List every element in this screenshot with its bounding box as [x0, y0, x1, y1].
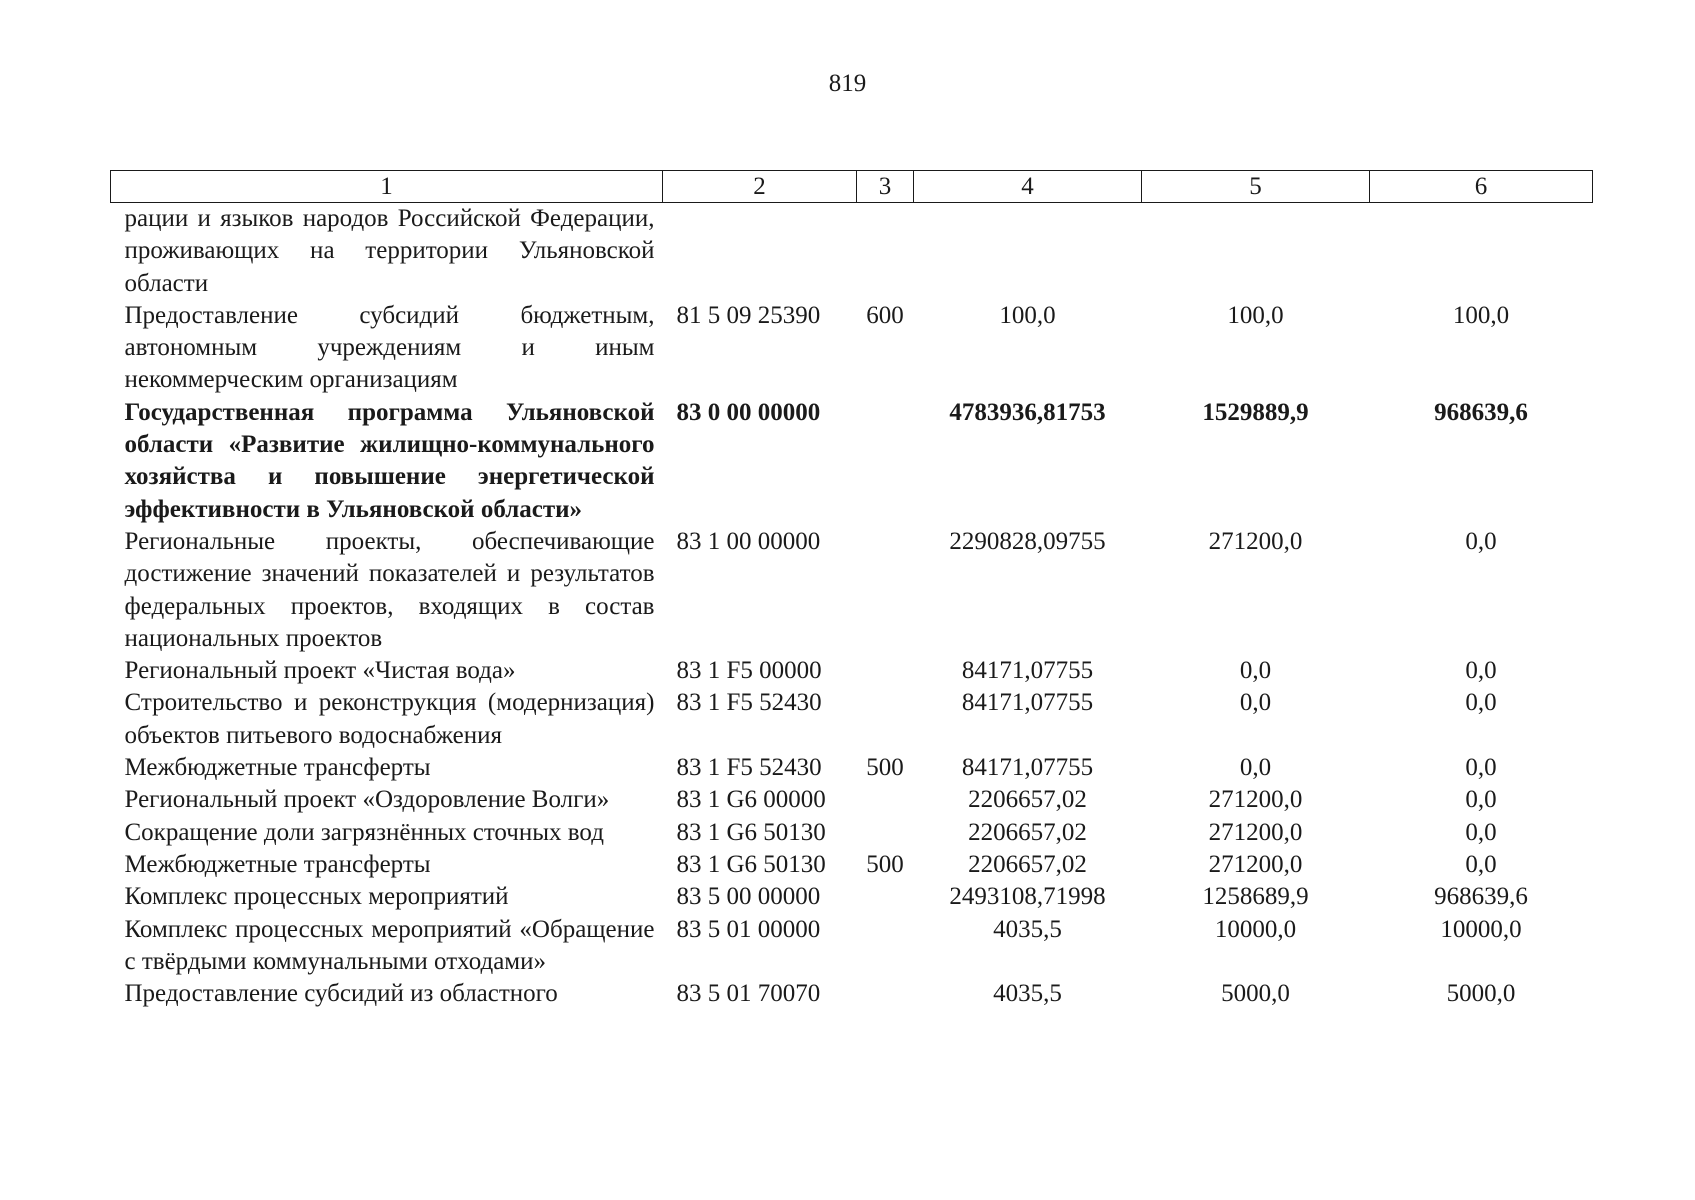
row-value-col4: 2493108,71998 — [949, 883, 1106, 911]
row-name: Предоставление субсидий бюджетным, автономным учреждениям и иным некоммерческим организациям — [124, 301, 655, 394]
row-expense-type — [857, 655, 914, 687]
row-value-col4: 84171,07755 — [961, 689, 1094, 717]
row-name: Строительство и реконструкция (модернизация) объектов питьевого водоснабжения — [124, 689, 655, 749]
header-col-4: 4 — [914, 171, 1142, 203]
row-expense-type: 600 — [866, 301, 904, 329]
table-row — [111, 397, 1593, 526]
table-row — [111, 203, 1593, 300]
row-name: Предоставление субсидий из областного — [124, 980, 558, 1008]
row-value-col6: 100,0 — [1452, 301, 1510, 329]
row-expense-type — [857, 687, 914, 752]
header-row — [111, 171, 1593, 203]
row-value-col5: 271200,0 — [1208, 818, 1303, 846]
row-expense-type — [857, 817, 914, 849]
row-expense-type: 500 — [866, 850, 904, 878]
row-value-col6: 0,0 — [1465, 850, 1497, 878]
row-code: 83 1 G6 00000 — [676, 786, 826, 814]
row-value-col6: 0,0 — [1465, 657, 1497, 685]
table-row — [111, 752, 1593, 784]
row-code: 83 1 F5 52430 — [676, 754, 822, 782]
row-value-col4: 4035,5 — [993, 915, 1062, 943]
row-value-col6: 0,0 — [1465, 527, 1497, 555]
row-value-col5: 100,0 — [1227, 301, 1284, 329]
row-value-col5: 271200,0 — [1208, 850, 1303, 878]
budget-table — [110, 170, 1593, 1010]
row-code: 83 1 F5 00000 — [676, 657, 822, 685]
row-value-col4: 84171,07755 — [961, 754, 1094, 782]
row-expense-type: 500 — [866, 754, 904, 782]
row-value-col6 — [1370, 203, 1593, 300]
row-value-col5: 0,0 — [1239, 657, 1272, 685]
row-expense-type — [857, 784, 914, 816]
row-name: рации и языков народов Российской Федерации, проживающих на территории Ульяновской области — [124, 205, 655, 297]
table-row — [111, 526, 1593, 655]
row-value-col5: 271200,0 — [1208, 527, 1303, 555]
row-value-col5: 1529889,9 — [1202, 398, 1309, 426]
row-code: 83 5 00 00000 — [676, 883, 821, 911]
table-row — [111, 300, 1593, 397]
row-code: 81 5 09 25390 — [676, 301, 821, 329]
header-col-6: 6 — [1370, 171, 1593, 203]
header-col-2: 2 — [663, 171, 857, 203]
row-value-col4: 2206657,02 — [968, 818, 1087, 846]
row-name: Комплекс процессных мероприятий — [124, 883, 509, 911]
row-value-col4: 4035,5 — [993, 980, 1062, 1008]
row-name: Государственная программа Ульяновской области «Развитие жилищно-коммунального хозяйства и повышение энергетической эффективности в Ульяновской области» — [124, 398, 655, 523]
header-col-1: 1 — [111, 171, 663, 203]
row-value-col6: 968639,6 — [1434, 883, 1528, 911]
table-row — [111, 655, 1593, 687]
row-value-col5: 10000,0 — [1214, 915, 1297, 943]
row-value-col6: 10000,0 — [1440, 915, 1522, 943]
row-value-col6: 968639,6 — [1434, 398, 1528, 426]
row-value-col5: 0,0 — [1239, 754, 1272, 782]
row-code: 83 1 G6 50130 — [676, 818, 826, 846]
row-value-col6: 0,0 — [1465, 689, 1497, 717]
row-value-col5 — [1142, 203, 1370, 300]
page-number: 819 — [828, 70, 867, 97]
row-name: Региональный проект «Оздоровление Волги» — [124, 786, 610, 814]
table-row — [111, 978, 1593, 1010]
row-expense-type — [857, 914, 914, 979]
row-code: 83 1 00 00000 — [676, 527, 821, 555]
row-expense-type — [857, 203, 914, 300]
row-value-col4: 100,0 — [999, 301, 1056, 329]
row-value-col4: 2290828,09755 — [949, 527, 1106, 555]
row-name: Межбюджетные трансферты — [124, 754, 431, 782]
header-col-3: 3 — [857, 171, 914, 203]
row-value-col6: 0,0 — [1465, 754, 1497, 782]
table-row — [111, 914, 1593, 979]
table-header — [111, 171, 1593, 203]
row-value-col5: 5000,0 — [1221, 980, 1290, 1008]
row-code: 83 1 G6 50130 — [676, 850, 826, 878]
row-value-col5: 271200,0 — [1208, 786, 1303, 814]
row-value-col4: 2206657,02 — [968, 850, 1087, 878]
row-code: 83 5 01 70070 — [676, 980, 821, 1008]
row-value-col4 — [914, 203, 1142, 300]
table-row — [111, 817, 1593, 849]
row-expense-type — [857, 397, 914, 526]
row-expense-type — [857, 978, 914, 1010]
table-body — [111, 203, 1593, 1011]
table-row — [111, 687, 1593, 752]
row-value-col5: 1258689,9 — [1202, 883, 1309, 911]
table-row — [111, 849, 1593, 881]
row-name: Межбюджетные трансферты — [124, 850, 431, 878]
row-value-col4: 4783936,81753 — [949, 398, 1106, 426]
header-col-5: 5 — [1142, 171, 1370, 203]
row-value-col6: 0,0 — [1465, 818, 1497, 846]
row-value-col4: 84171,07755 — [961, 657, 1094, 685]
table-row — [111, 881, 1593, 913]
row-value-col4: 2206657,02 — [968, 786, 1087, 814]
row-name: Региональные проекты, обеспечивающие достижение значений показателей и результатов федеральных проектов, входящих в состав национальных проектов — [124, 527, 655, 652]
row-code — [663, 203, 857, 300]
row-value-col5: 0,0 — [1239, 689, 1272, 717]
row-value-col6: 0,0 — [1465, 786, 1497, 814]
row-code: 83 0 00 00000 — [676, 398, 821, 426]
row-name: Региональный проект «Чистая вода» — [124, 657, 516, 685]
row-value-col6: 5000,0 — [1446, 980, 1516, 1008]
row-expense-type — [857, 526, 914, 655]
row-code: 83 1 F5 52430 — [676, 689, 822, 717]
row-code: 83 5 01 00000 — [676, 915, 821, 943]
row-expense-type — [857, 881, 914, 913]
table-row — [111, 784, 1593, 816]
row-name: Сокращение доли загрязнённых сточных вод — [124, 818, 604, 846]
row-name: Комплекс процессных мероприятий «Обращение с твёрдыми коммунальными отходами» — [124, 915, 655, 975]
